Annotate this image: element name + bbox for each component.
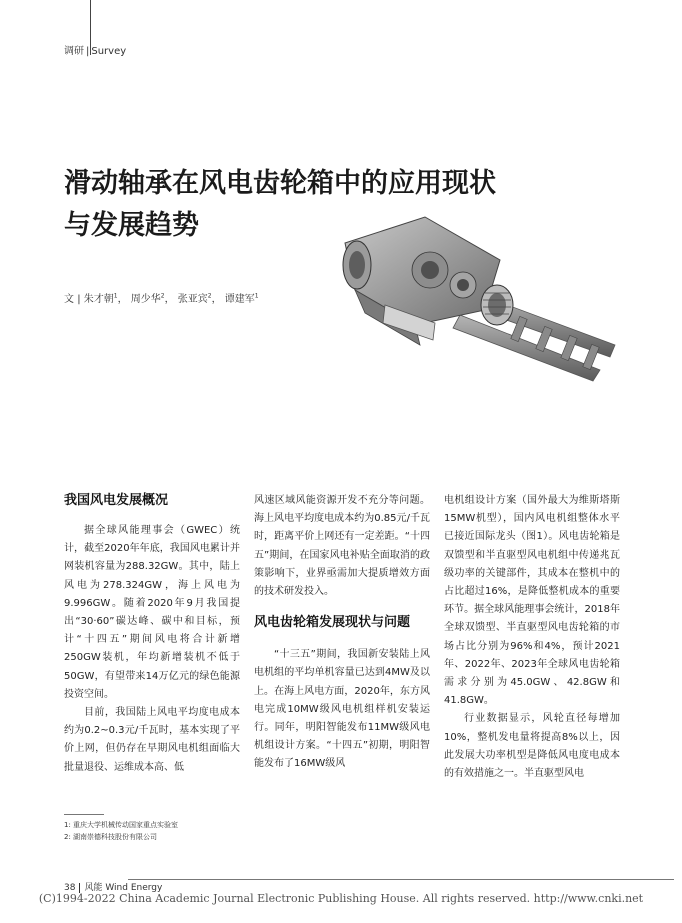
author-3-affil: 2	[207, 292, 212, 300]
section-separator: |	[86, 46, 90, 57]
author-1: 朱才朝	[83, 294, 114, 305]
author-2: 周少华	[130, 294, 161, 305]
title-line-2: 与发展趋势	[64, 210, 199, 241]
section-header	[64, 42, 126, 57]
author-2-affil: 2	[160, 292, 165, 300]
copyright-notice: (C)1994-2022 China Academic Journal Electronic Publishing House. All rights reserved. http://www.cnki.net	[38, 892, 644, 905]
column-3	[444, 492, 620, 783]
section-label-en: Survey	[91, 46, 127, 57]
page-number: 38	[64, 883, 76, 893]
paragraph: 目前，我国陆上风电平均度电成本约为0.2~0.3元/千瓦时，基本实现了平价上网，但仍存在早期风电机组面临大批量退役、运维成本高、低	[64, 707, 240, 773]
author-1-affil: 1	[113, 292, 118, 300]
footnote-rule	[64, 814, 104, 815]
magazine-name-en: Wind Energy	[105, 883, 163, 893]
column-1	[64, 492, 240, 777]
paragraph: 据全球风能理事会（GWEC）统计，截至2020年年底，我国风电累计并网装机容量为288.32GW。其中，陆上风电为278.324GW，海上风电为9.996GW。随着2020年9月我国提出“30·60”碳达峰、碳中和目标，预计“十四五”期间风电将合计新增250GW装机，年均新增装机不低于50GW，有望带来14万亿元的绿色能源投资空间。	[64, 525, 240, 700]
footer-separator	[79, 883, 80, 893]
paragraph: 行业数据显示，风轮直径每增加10%，整机发电量将提高8%以上，因此发展大功率机型是降低风电度电成本的有效措施之一。半直驱型风电	[444, 713, 620, 780]
author-line	[64, 290, 259, 305]
author-comma: ，	[164, 294, 175, 305]
author-3: 张亚宾	[177, 294, 208, 305]
section-heading-overview: 我国风电发展概况	[64, 493, 169, 508]
author-comma: ，	[211, 294, 222, 305]
gearbox-illustration	[325, 205, 625, 395]
author-4: 谭建军	[224, 294, 255, 305]
title-line-1: 滑动轴承在风电齿轮箱中的应用现状	[64, 168, 496, 199]
author-separator: |	[77, 294, 81, 305]
footer-rule	[128, 879, 674, 880]
footnote-2: 2: 湖南崇德科技股份有限公司	[64, 833, 158, 841]
paragraph: “十三五”期间，我国新安装陆上风电机组的平均单机容量已达到4MW及以上。在海上风电方面，2020年，东方风电完成10MW级风电机组样机安装运行。同年，明阳智能发布11MW级风电机组设计方案。“十四五”初期，明阳智能发布了16MW级风	[254, 649, 430, 770]
footnote-1: 1: 重庆大学机械传动国家重点实验室	[64, 821, 179, 829]
section-heading-gearbox: 风电齿轮箱发展现状与问题	[254, 615, 411, 631]
author-comma: ，	[117, 294, 128, 305]
paragraph: 电机组设计方案（国外最大为维斯塔斯15MW机型），国内风电机组整体水平已接近国际龙头（图1）。风电齿轮箱是双馈型和半直驱型风电机组中传递兆瓦级功率的关键部件，其成本在整机中的占比超过16%，是降低整机成本的重要环节。据全球风能理事会统计，2018年全球双馈型、半直驱型风电齿轮箱的市场占比分别为96%和4%，预计2021年、2022年、2023年全球风电齿轮箱需求分别为45.0GW、42.8GW和41.8GW。	[444, 495, 620, 707]
magazine-name-cn: 风能	[84, 883, 103, 893]
author-4-affil: 1	[254, 292, 259, 300]
column-2	[254, 492, 430, 774]
section-label-cn: 调研	[64, 46, 84, 57]
author-prefix: 文	[64, 294, 74, 305]
paragraph: 风速区域风能资源开发不充分等问题。海上风电平均度电成本约为0.85元/千瓦时，距离平价上网还有一定差距。“十四五”期间，在国家风电补贴全面取消的政策影响下，业界亟需加大提质增效方面的技术研发投入。	[254, 495, 430, 598]
